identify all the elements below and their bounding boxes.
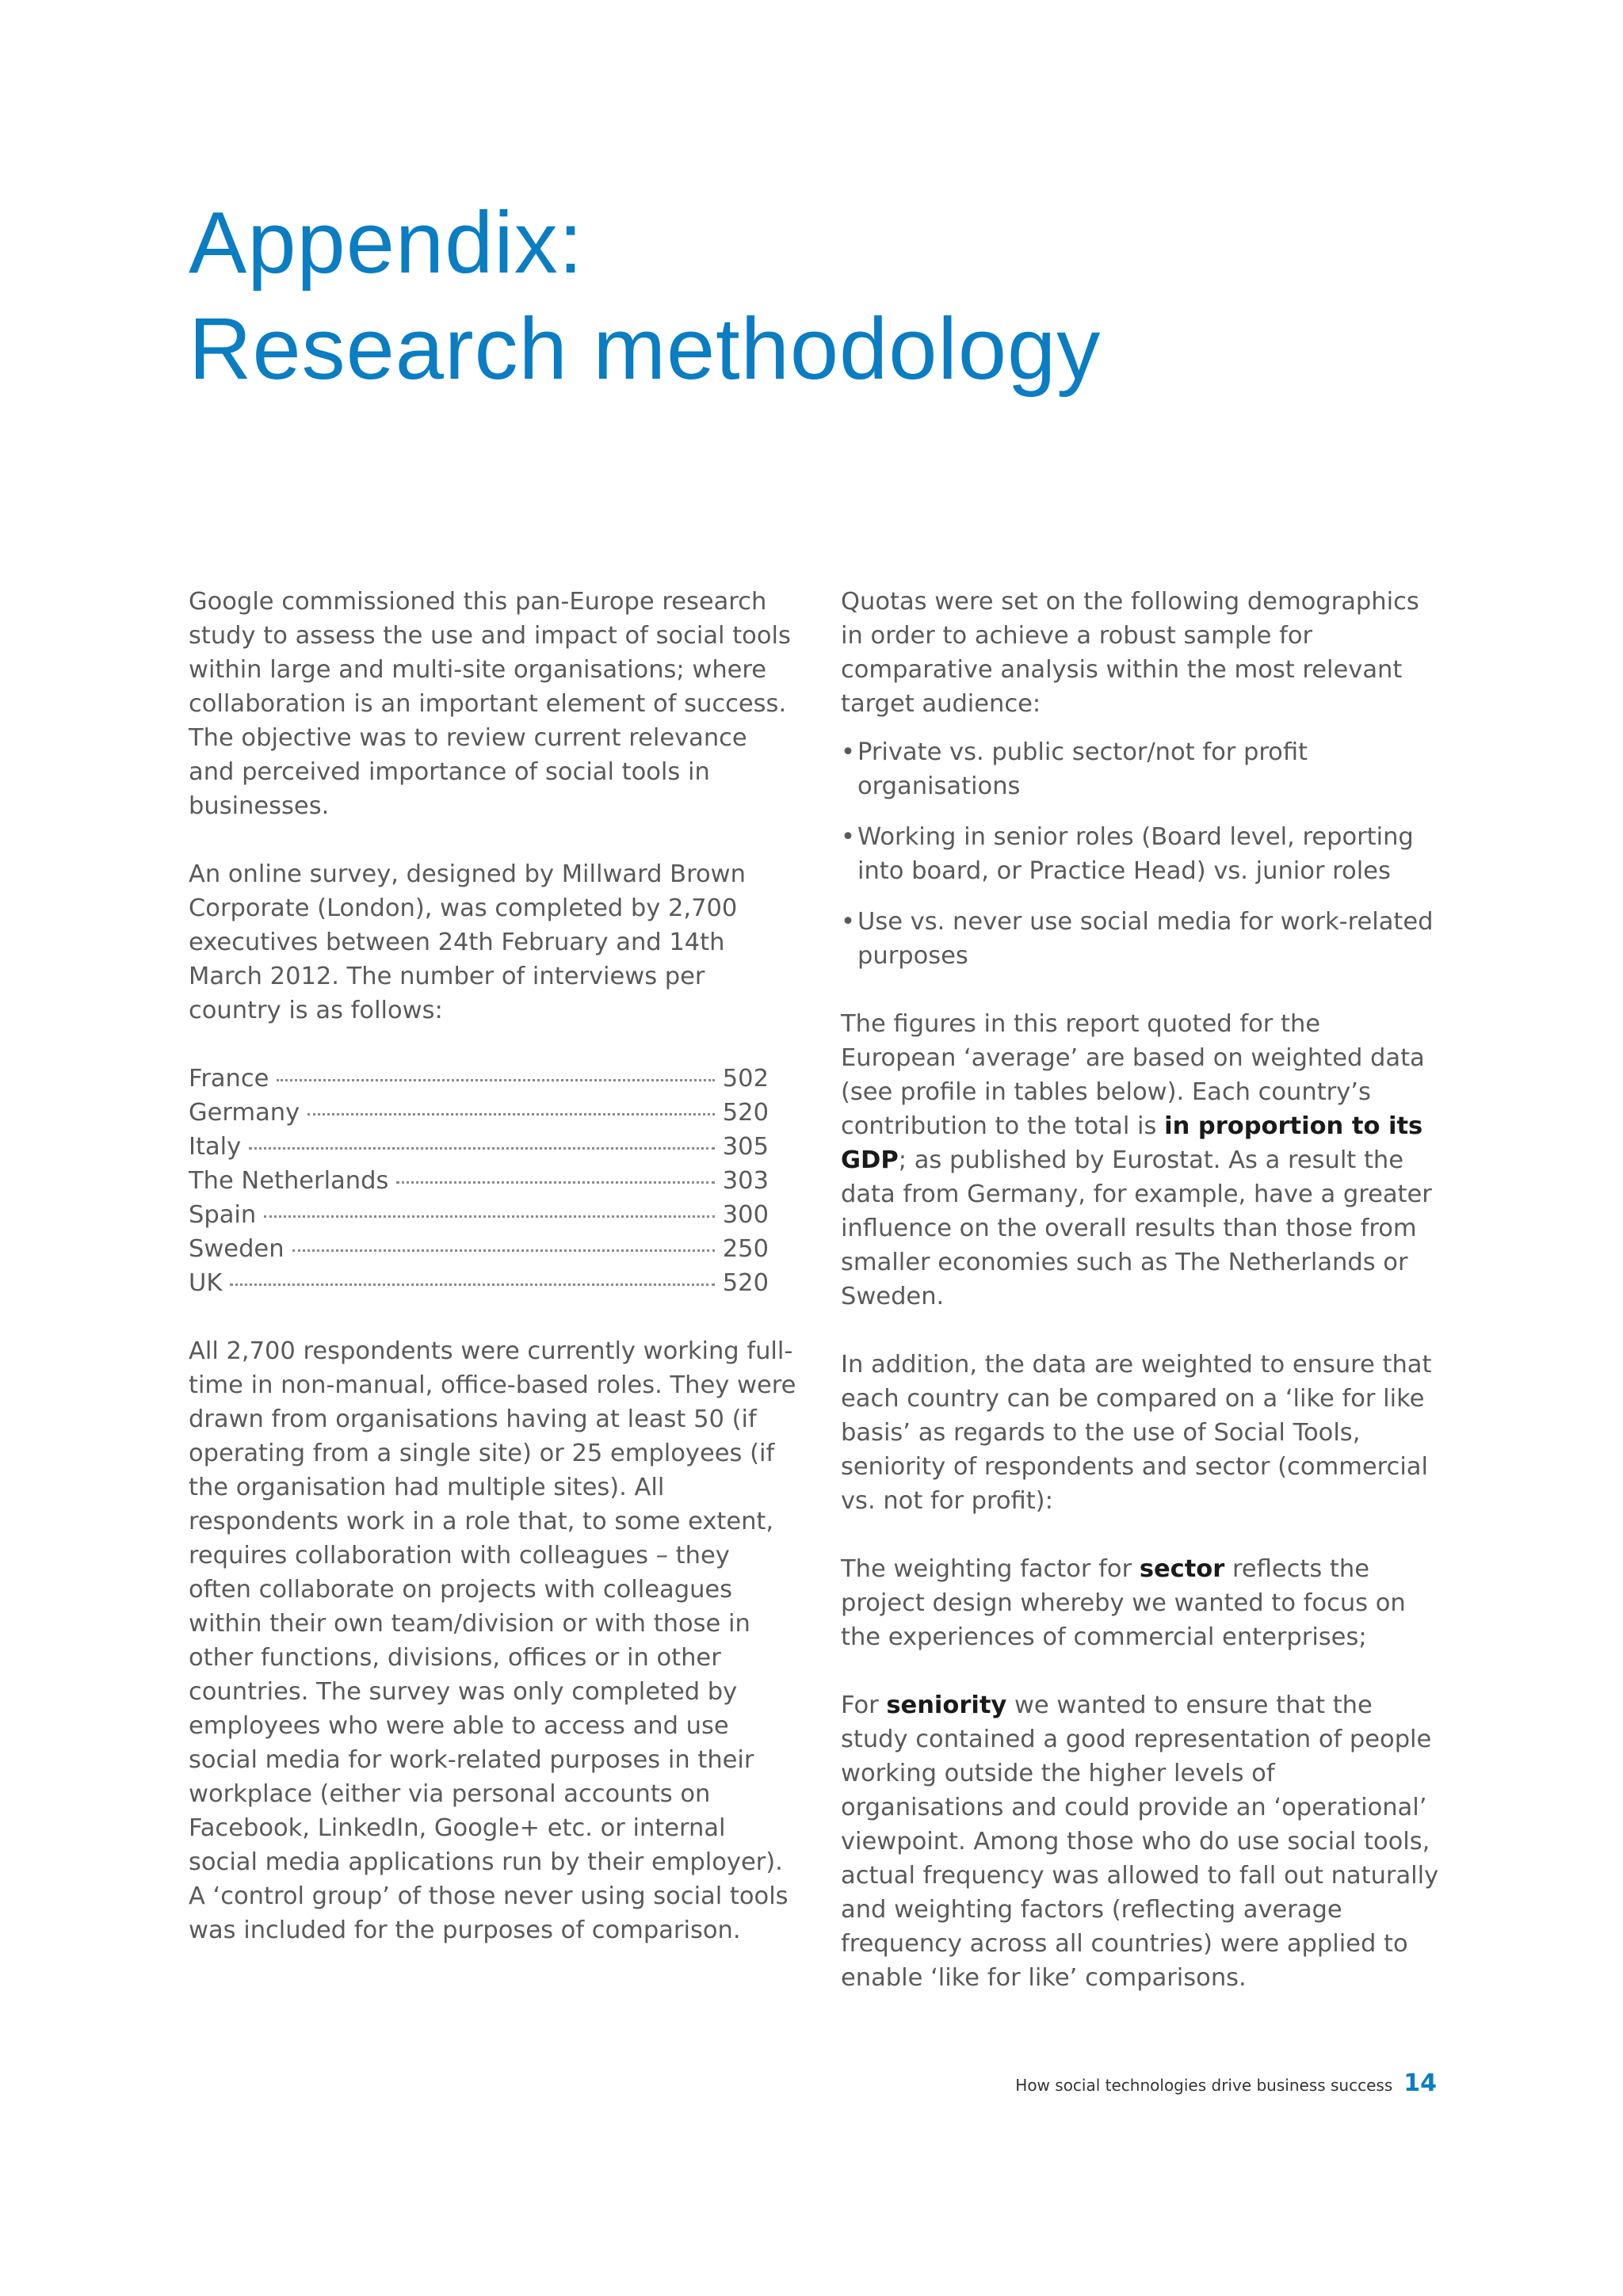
page-title-line-2: Research methodology	[189, 300, 1102, 398]
dot-leader	[249, 1147, 715, 1150]
dot-leader	[292, 1249, 715, 1252]
seniority-paragraph	[841, 1688, 1443, 1995]
interview-count: 520	[722, 1099, 769, 1127]
sector-emphasis: sector	[1139, 1555, 1225, 1583]
country-name: Italy	[189, 1133, 242, 1161]
dot-leader	[264, 1215, 715, 1218]
country-row	[189, 1096, 769, 1130]
dot-leader	[277, 1079, 714, 1081]
figures-text-before: The figures in this report quoted for the European ‘average’ are based on weighted data (see profile in tables below). Each country’s contribution to the total is	[841, 1010, 1425, 1140]
footer-report-title: How social technologies drive business success	[1015, 2076, 1393, 2095]
country-row	[189, 1266, 769, 1300]
dot-leader	[396, 1181, 714, 1184]
left-column	[189, 585, 799, 1981]
quota-demographics-list	[841, 735, 1443, 973]
seniority-emphasis: seniority	[886, 1691, 1007, 1719]
page-number: 14	[1403, 2069, 1437, 2097]
country-row	[189, 1130, 769, 1164]
interview-count: 305	[722, 1133, 769, 1161]
respondents-paragraph: All 2,700 respondents were currently working full-time in non-manual, office-based roles. They were drawn from organisations having at least 50 (if operating from a single site) or 25 employees (if the organisation had multiple sites). All respondents work in a role that, to some extent, requires collaboration with colleagues – they often collaborate on projects with colleagues within their own team/division or with those in other functions, divisions, offices or in other countries. The survey was only completed by employees who were able to access and use social media for work-related purposes in their workplace (either via personal accounts on Facebook, LinkedIn, Google+ etc. or internal social media applications run by their employer). A ‘control group’ of those never using social tools was included for the purposes of comparison.	[189, 1337, 796, 1944]
interview-count: 303	[722, 1167, 769, 1195]
sector-text-before: The weighting factor for	[841, 1555, 1140, 1583]
country-row	[189, 1062, 769, 1096]
country-name: Spain	[189, 1201, 257, 1229]
list-item	[841, 905, 1443, 973]
interview-count: 520	[722, 1269, 769, 1297]
country-row	[189, 1164, 769, 1198]
right-column	[841, 585, 1443, 2029]
bullet-icon: •	[841, 823, 855, 851]
figures-text-after: ; as published by Eurostat. As a result the data from Germany, for example, have a greater influence on the overall results than those from smaller economies such as The Netherlands or Sweden.	[841, 1146, 1432, 1310]
bullet-icon: •	[841, 908, 855, 936]
seniority-text-after: we wanted to ensure that the study contained a good representation of people working outside the higher levels of organisations and could provide an ‘operational’ viewpoint. Among those who do use social tools, actual frequency was allowed to fall out naturally and weighting factors (reflecting average frequency across all countries) were applied to enable ‘like for like’ comparisons.	[841, 1691, 1439, 1992]
list-item	[841, 735, 1443, 803]
list-item-text: Use vs. never use social media for work-related purposes	[857, 908, 1434, 970]
country-name: Sweden	[189, 1235, 285, 1263]
country-name: The Netherlands	[189, 1167, 389, 1195]
page-title-line-1: Appendix:	[189, 194, 584, 292]
page-title	[189, 190, 1457, 402]
bullet-icon: •	[841, 738, 855, 766]
country-row	[189, 1232, 769, 1266]
weighting-paragraph: In addition, the data are weighted to ensure that each country can be compared on a ‘like for like basis’ as regards to the use of Social Tools, seniority of respondents and sector (commercial vs. not for profit):	[841, 1351, 1432, 1515]
country-name: Germany	[189, 1099, 300, 1127]
quotas-paragraph: Quotas were set on the following demographics in order to achieve a robust sample for comparative analysis within the most relevant target audience:	[841, 588, 1419, 718]
list-item	[841, 820, 1443, 888]
dot-leader	[307, 1113, 715, 1116]
list-item-text: Working in senior roles (Board level, reporting into board, or Practice Head) vs. junior roles	[857, 823, 1414, 885]
intro-paragraph: Google commissioned this pan-Europe research study to assess the use and impact of social tools within large and multi-site organisations; where collaboration is an important element of success. The objective was to review current relevance and perceived importance of social tools in businesses.	[189, 588, 791, 820]
country-row	[189, 1198, 769, 1232]
interviews-per-country-list	[189, 1062, 769, 1300]
seniority-text-before: For	[841, 1691, 887, 1719]
country-name: UK	[189, 1269, 223, 1297]
gdp-emphasis: in proportion to its GDP	[841, 1112, 1423, 1174]
country-name: France	[189, 1065, 269, 1093]
sector-paragraph	[841, 1552, 1443, 1654]
dot-leader	[230, 1283, 714, 1286]
list-item-text: Private vs. public sector/not for profit organisations	[857, 738, 1308, 800]
sector-text-after: reflects the project design whereby we wanted to focus on the experiences of commercial enterprises;	[841, 1555, 1406, 1651]
interview-count: 300	[722, 1201, 769, 1229]
interview-count: 502	[722, 1065, 769, 1093]
survey-paragraph: An online survey, designed by Millward Brown Corporate (London), was completed by 2,700 executives between 24th February and 14th March 2012. The number of interviews per country is as follows:	[189, 860, 746, 1024]
interview-count: 250	[722, 1235, 769, 1263]
figures-paragraph	[841, 1007, 1443, 1314]
page-footer	[792, 2066, 1437, 2103]
